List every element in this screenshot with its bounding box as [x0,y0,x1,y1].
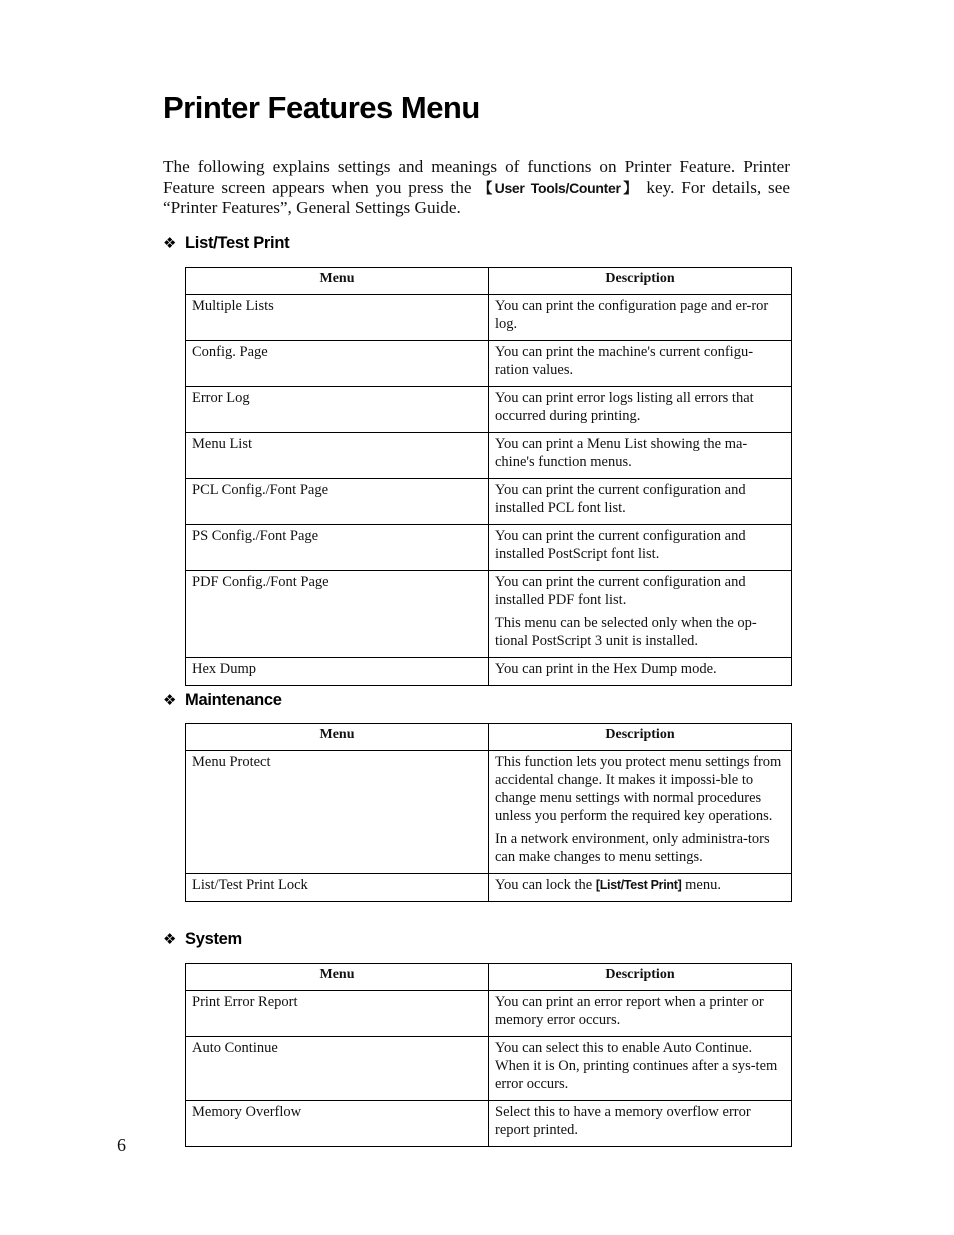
description-cell [489,658,792,686]
description-text: You can print the current configuration and installed PCL font list. [495,482,746,516]
table-row [186,479,792,525]
table-row [186,658,792,686]
diamond-bullet-icon: ❖ [163,235,177,252]
intro-text-1: The following explains settings and meanings of functions on Printer Feature. Printer Feature screen appears when you press the [163,157,790,197]
intro-text-2: key. For details, see “Printer Features”, General Settings Guide. [163,177,790,217]
page-number: 6 [117,1135,126,1155]
table-row [186,525,792,571]
column-header-menu: Menu [186,964,489,991]
menu-cell: Error Log [186,387,489,433]
menu-cell: Config. Page [186,341,489,387]
description-note: This menu can be selected only when the op-tional PostScript 3 unit is installed. [495,615,757,649]
description-text: You can print an error report when a printer or memory error occurs. [495,994,764,1028]
column-header-menu: Menu [186,724,489,751]
table-row [186,751,792,874]
description-text: You can print the configuration page and er-ror log. [495,298,769,332]
menu-cell: Menu Protect [186,751,489,874]
table-row [186,991,792,1037]
diamond-bullet-icon: ❖ [163,692,177,709]
column-header-description: Description [489,268,792,295]
section-heading-text: List/Test Print [185,234,290,252]
page-title: Printer Features Menu [163,90,480,125]
table-header-row [186,964,792,991]
description-cell [489,433,792,479]
menu-cell: PDF Config./Font Page [186,571,489,658]
section-heading-list-test-print [163,234,289,253]
description-cell [489,387,792,433]
table-row [186,433,792,479]
description-cell [489,991,792,1037]
section-heading-text: System [185,930,242,948]
table-header-row [186,724,792,751]
description-text: Select this to have a memory overflow error report printed. [495,1104,751,1138]
description-text: You can print the machine's current configu-ration values. [495,344,754,378]
menu-cell: Auto Continue [186,1037,489,1101]
description-text [495,876,785,894]
table-row [186,1101,792,1147]
section-heading-system [163,930,242,949]
description-cell [489,751,792,874]
column-header-menu: Menu [186,268,489,295]
table-row [186,1037,792,1101]
table-row [186,874,792,902]
menu-cell: PCL Config./Font Page [186,479,489,525]
description-text: This function lets you protect menu settings from accidental change. It makes it impossi-ble to change menu settings with normal procedures unless you perform the required key operations. [495,754,782,824]
menu-cell: List/Test Print Lock [186,874,489,902]
description-note: In a network environment, only administra-tors can make changes to menu settings. [495,831,770,865]
menu-cell: Hex Dump [186,658,489,686]
description-text: You can print the current configuration and installed PostScript font list. [495,528,746,562]
description-cell [489,295,792,341]
menu-cell: Memory Overflow [186,1101,489,1147]
maintenance-table [185,723,792,902]
menu-cell: PS Config./Font Page [186,525,489,571]
table-header-row [186,268,792,295]
system-table [185,963,792,1147]
column-header-description: Description [489,724,792,751]
table-row [186,341,792,387]
description-cell [489,479,792,525]
description-text: You can print a Menu List showing the ma-chine's function menus. [495,436,748,470]
description-cell [489,571,792,658]
section-heading-text: Maintenance [185,691,282,709]
diamond-bullet-icon: ❖ [163,931,177,948]
column-header-description: Description [489,964,792,991]
menu-cell: Multiple Lists [186,295,489,341]
description-cell [489,525,792,571]
table-row [186,387,792,433]
menu-cell: Print Error Report [186,991,489,1037]
description-text: You can print in the Hex Dump mode. [495,661,717,677]
description-text: You can print error logs listing all errors that occurred during printing. [495,390,754,424]
table-row [186,571,792,658]
description-prefix: You can lock the [495,877,596,893]
description-text: You can select this to enable Auto Continue. When it is On, printing continues after a sys-tem error occurs. [495,1040,778,1092]
description-text: You can print the current configuration and installed PDF font list. [495,574,746,608]
description-cell [489,341,792,387]
intro-paragraph [163,157,790,219]
user-tools-counter-key: 【User Tools/Counter】 [478,179,640,196]
description-cell [489,874,792,902]
description-suffix: menu. [681,877,721,893]
table-row [186,295,792,341]
list-test-print-table [185,267,792,686]
list-test-print-menu-label: [List/Test Print] [595,878,682,892]
section-heading-maintenance [163,691,282,710]
description-cell [489,1101,792,1147]
description-cell [489,1037,792,1101]
menu-cell: Menu List [186,433,489,479]
